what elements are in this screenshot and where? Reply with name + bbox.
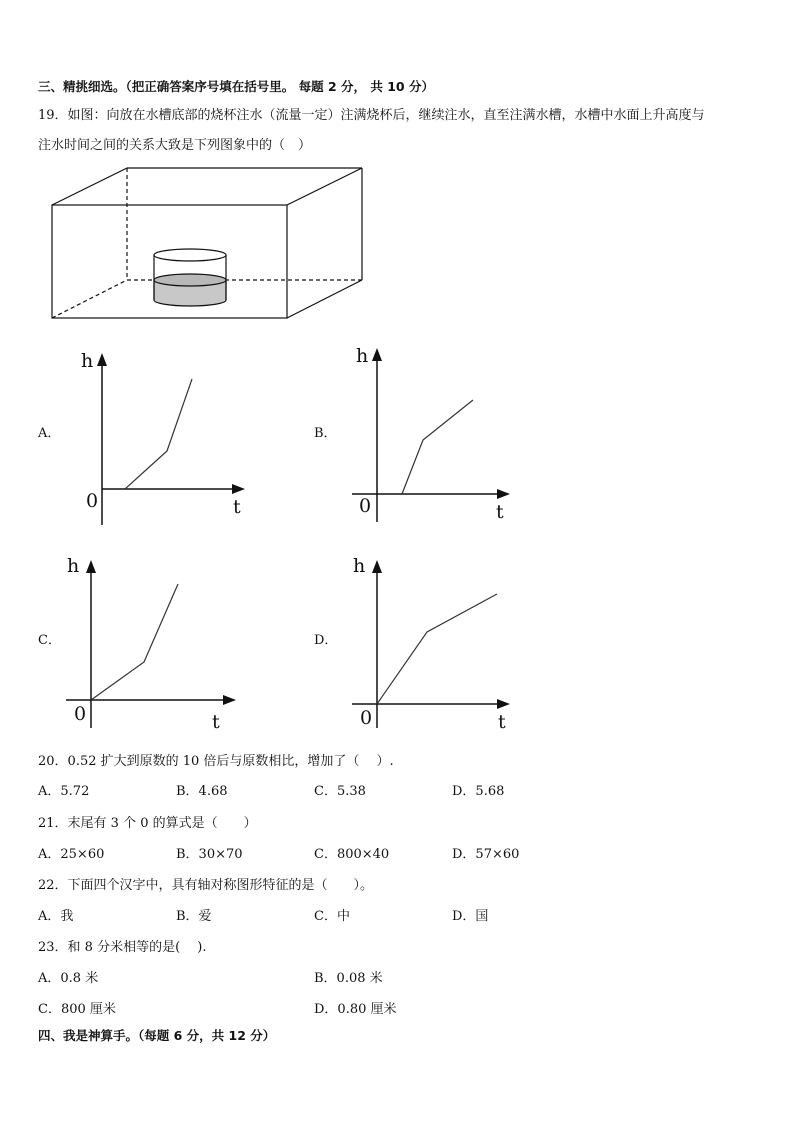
q20-option-c[interactable]: C．5.38 [314,784,366,799]
graph-c-y-label: h [67,555,80,577]
q21-option-d[interactable]: D．57×60 [452,847,520,862]
q21-option-a[interactable]: A．25×60 [38,847,105,862]
graph-a-origin: 0 [86,490,99,512]
q22-option-a[interactable]: A．我 [38,909,74,924]
graph-a-y-label: h [81,350,94,372]
section-3-title: 三、精挑细选。（把正确答案序号填在括号里。 每题 2 分， 共 10 分） [38,79,434,94]
q20-option-a[interactable]: A．5.72 [38,784,90,799]
graph-a [75,345,255,530]
question-22: 22．下面四个汉字中，具有轴对称图形特征的是（ ）。 [38,878,374,893]
q21-option-b[interactable]: B．30×70 [176,847,243,862]
question-23: 23．和 8 分米相等的是( ). [38,940,207,955]
q21-option-c[interactable]: C．800×40 [314,847,390,862]
graph-d [350,552,520,737]
graph-c [64,552,244,737]
q22-option-b[interactable]: B．爱 [176,909,212,924]
graph-b-x-label: t [496,501,504,523]
q23-option-d[interactable]: D．0.80 厘米 [314,1002,397,1017]
graph-b [350,340,520,525]
question-19-line-2: 注水时间之间的关系大致是下列图象中的（ ） [38,138,312,153]
question-19-line-1: 19．如图：向放在水槽底部的烧杯注水（流量一定）注满烧杯后，继续注水，直至注满水槽，水槽中水面上升高度与 [38,108,705,123]
q23-option-a[interactable]: A．0.8 米 [38,971,99,986]
option-d-label: D． [314,633,338,648]
q22-option-d[interactable]: D．国 [452,909,489,924]
option-c-label: C． [38,633,61,648]
option-b-label: B． [314,426,337,441]
question-20: 20．0.52 扩大到原数的 10 倍后与原数相比，增加了（ ）. [38,754,394,769]
graph-d-origin: 0 [360,707,373,729]
beaker-icon [154,249,226,306]
q20-option-b[interactable]: B．4.68 [176,784,228,799]
graph-c-origin: 0 [74,703,87,725]
q23-option-c[interactable]: C．800 厘米 [38,1002,116,1017]
graph-d-x-label: t [498,711,506,733]
graph-c-x-label: t [212,711,220,733]
graph-b-y-label: h [356,345,369,367]
graph-b-origin: 0 [359,495,372,517]
graph-d-y-label: h [353,555,366,577]
q22-option-c[interactable]: C．中 [314,909,350,924]
q23-option-b[interactable]: B．0.08 米 [314,971,383,986]
tank-beaker-figure [40,160,380,330]
q20-option-d[interactable]: D．5.68 [452,784,505,799]
section-4-title: 四、我是神算手。（每题 6 分，共 12 分） [38,1028,276,1043]
option-a-label: A． [38,426,61,441]
question-21: 21．末尾有 3 个 0 的算式是（ ） [38,816,257,831]
graph-a-x-label: t [233,496,241,518]
